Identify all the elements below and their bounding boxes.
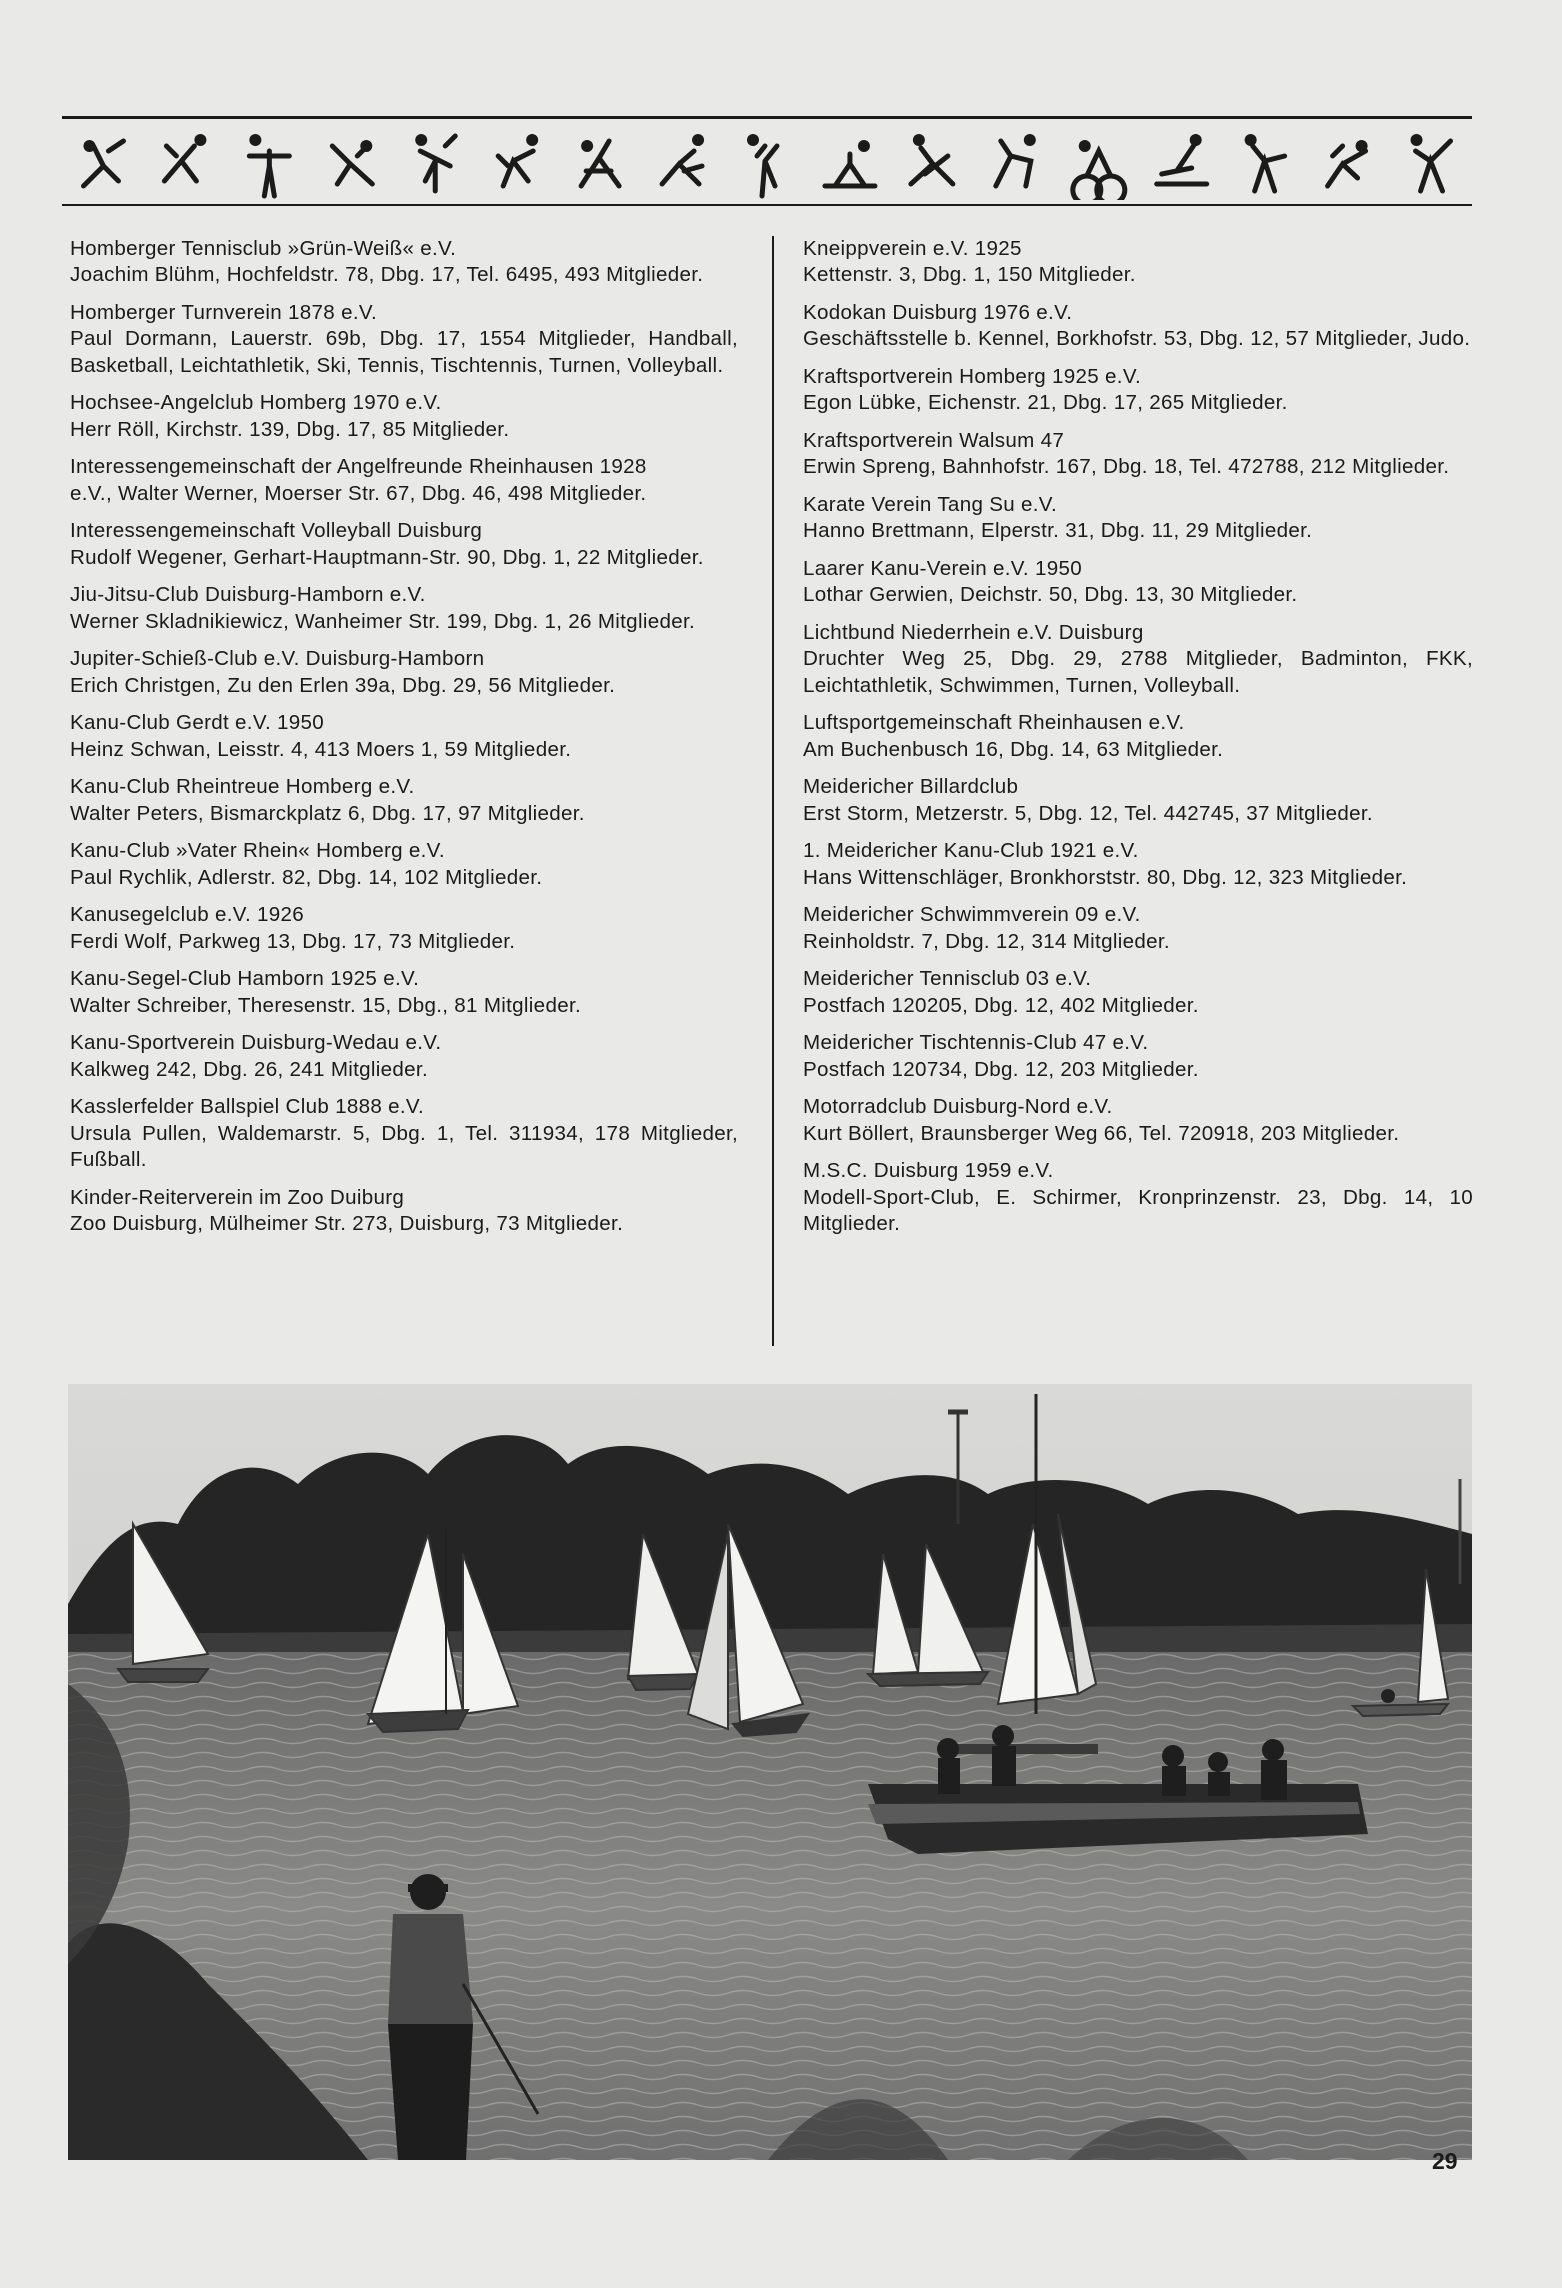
club-entry (70, 774, 738, 827)
club-name: Interessengemeinschaft der Angelfreunde Rheinhausen 1928 (70, 455, 647, 479)
club-entry (70, 582, 738, 635)
club-name: Meidericher Tischtennis-Club 47 e.V. (803, 1031, 1149, 1055)
club-details: Kurt Böllert, Braunsberger Weg 66, Tel. 720918, 203 Mitglieder. (803, 1121, 1400, 1145)
club-name: Meidericher Schwimmverein 09 e.V. (803, 903, 1141, 927)
club-entry (70, 236, 738, 289)
sport-pictogram-3-icon (249, 134, 289, 196)
club-entry (803, 556, 1473, 609)
club-entry (803, 838, 1473, 891)
sport-pictogram-12-icon (996, 134, 1036, 186)
club-entry (70, 1094, 738, 1173)
club-entry (70, 390, 738, 443)
club-name: Interessengemeinschaft Volleyball Duisburg (70, 519, 483, 543)
club-name: Kodokan Duisburg 1976 e.V. (803, 301, 1073, 324)
sailing-regatta-photo (68, 1384, 1472, 2160)
club-details: Joachim Blühm, Hochfeldstr. 78, Dbg. 17, Tel. 6495, 493 Mitglieder. (70, 263, 704, 287)
sailing-photo-illustration (68, 1384, 1472, 2160)
club-name: Kinder-Reiterverein im Zoo Duiburg (70, 1185, 405, 1209)
club-details: Erich Christgen, Zu den Erlen 39a, Dbg. 29, 56 Mitglieder. (70, 673, 616, 697)
page-number: 29 (1432, 2148, 1458, 2174)
club-details: Walter Peters, Bismarckplatz 6, Dbg. 17, 97 Mitglieder. (70, 801, 585, 825)
sport-pictogram-band (62, 122, 1472, 200)
club-name: Kasslerfelder Ballspiel Club 1888 e.V. (70, 1095, 425, 1119)
club-name: 1. Meidericher Kanu-Club 1921 e.V. (803, 839, 1139, 863)
club-details: Ferdi Wolf, Parkweg 13, Dbg. 17, 73 Mitglieder. (70, 929, 516, 953)
club-details: Hanno Brettmann, Elperstr. 31, Dbg. 11, 29 Mitglieder. (803, 519, 1313, 543)
club-name: Lichtbund Niederrhein e.V. Duisburg (803, 621, 1144, 644)
club-details: Reinholdstr. 7, Dbg. 12, 314 Mitglieder. (803, 929, 1170, 953)
sport-pictogram-2-icon (164, 134, 206, 181)
club-entry (803, 364, 1473, 417)
club-details: Modell-Sport-Club, E. Schirmer, Kronprinzenstr. 23, Dbg. 14, 10 Mitglieder. (803, 1185, 1473, 1236)
sport-pictogram-10-icon (825, 140, 875, 186)
club-details: Erst Storm, Metzerstr. 5, Dbg. 12, Tel. 442745, 37 Mitglieder. (803, 801, 1373, 825)
club-entry (803, 492, 1473, 545)
club-details: Erwin Spreng, Bahnhofstr. 167, Dbg. 18, Tel. 472788, 212 Mitglieder. (803, 455, 1450, 479)
club-name: Kraftsportverein Walsum 47 (803, 429, 1065, 452)
club-name: Jupiter-Schieß-Club e.V. Duisburg-Hamborn (70, 647, 485, 671)
club-details: Zoo Duisburg, Mülheimer Str. 273, Duisburg, 73 Mitglieder. (70, 1212, 624, 1236)
club-entry (803, 1158, 1473, 1237)
club-entry (70, 454, 738, 507)
club-entry (70, 646, 738, 699)
club-details: Herr Röll, Kirchstr. 139, Dbg. 17, 85 Mitglieder. (70, 417, 510, 441)
club-details: Lothar Gerwien, Deichstr. 50, Dbg. 13, 30 Mitglieder. (803, 583, 1298, 607)
club-name: Meidericher Billardclub (803, 775, 1019, 799)
club-name: Motorradclub Duisburg-Nord e.V. (803, 1095, 1113, 1119)
club-list-right-column (803, 236, 1473, 1249)
club-entry (70, 518, 738, 571)
club-name: Kanu-Club Rheintreue Homberg e.V. (70, 775, 415, 799)
club-name: Homberger Tennisclub »Grün-Weiß« e.V. (70, 237, 457, 260)
sport-pictogram-13-icon (1073, 140, 1125, 200)
sport-pictogram-5-icon (415, 134, 455, 191)
sport-pictogram-16-icon (1328, 140, 1368, 186)
club-entry (70, 710, 738, 763)
club-details: e.V., Walter Werner, Moerser Str. 67, Dbg. 46, 498 Mitglieder. (70, 481, 647, 505)
club-entry (803, 428, 1473, 481)
club-entry (803, 620, 1473, 699)
club-name: Karate Verein Tang Su e.V. (803, 493, 1057, 516)
club-name: Jiu-Jitsu-Club Duisburg-Hamborn e.V. (70, 583, 426, 607)
sport-pictogram-7-icon (581, 140, 619, 186)
club-entry (803, 774, 1473, 827)
club-details: Walter Schreiber, Theresenstr. 15, Dbg., 81 Mitglieder. (70, 993, 581, 1017)
sport-pictogram-4-icon (332, 140, 372, 184)
club-name: Laarer Kanu-Verein e.V. 1950 (803, 557, 1082, 580)
club-name: Kanu-Segel-Club Hamborn 1925 e.V. (70, 967, 420, 991)
club-entry (803, 966, 1473, 1019)
club-entry (70, 300, 738, 379)
club-entry (70, 838, 738, 891)
club-details: Kettenstr. 3, Dbg. 1, 150 Mitglieder. (803, 263, 1136, 287)
club-entry (803, 1094, 1473, 1147)
sport-pictogram-17-icon (1411, 134, 1451, 191)
club-entry (803, 710, 1473, 763)
column-divider (772, 236, 774, 1346)
club-details: Am Buchenbusch 16, Dbg. 14, 63 Mitglieder. (803, 737, 1224, 761)
club-details: Ursula Pullen, Waldemarstr. 5, Dbg. 1, Tel. 311934, 178 Mitglieder, Fußball. (70, 1121, 738, 1172)
header-rule-bottom (62, 204, 1472, 206)
club-details: Postfach 120734, Dbg. 12, 203 Mitglieder. (803, 1057, 1199, 1081)
club-name: Kneippverein e.V. 1925 (803, 237, 1022, 260)
club-entry (70, 902, 738, 955)
club-details: Heinz Schwan, Leisstr. 4, 413 Moers 1, 59 Mitglieder. (70, 737, 572, 761)
sport-pictogram-15-icon (1245, 134, 1285, 191)
sport-pictogram-11-icon (911, 134, 953, 184)
club-entry (803, 902, 1473, 955)
club-list-left-column (70, 236, 738, 1249)
club-details: Geschäftsstelle b. Kennel, Borkhofstr. 53, Dbg. 12, 57 Mitglieder, Judo. (803, 327, 1471, 351)
club-details: Rudolf Wegener, Gerhart-Hauptmann-Str. 90, Dbg. 1, 22 Mitglieder. (70, 545, 704, 569)
club-name: Meidericher Tennisclub 03 e.V. (803, 967, 1092, 991)
sport-pictogram-6-icon (498, 134, 538, 186)
club-details: Paul Dormann, Lauerstr. 69b, Dbg. 17, 1554 Mitglieder, Handball, Basketball, Leichtathletik, Ski, Tennis, Tischtennis, Turnen, Volleyball. (70, 327, 738, 377)
club-entry (803, 300, 1473, 353)
club-name: Kanusegelclub e.V. 1926 (70, 903, 305, 927)
club-name: Kanu-Club Gerdt e.V. 1950 (70, 711, 325, 735)
header-rule-top (62, 116, 1472, 119)
club-entry (803, 236, 1473, 289)
club-entry (70, 966, 738, 1019)
sport-pictogram-14-icon (1157, 134, 1207, 184)
club-details: Postfach 120205, Dbg. 12, 402 Mitglieder. (803, 993, 1199, 1017)
club-name: Kanu-Sportverein Duisburg-Wedau e.V. (70, 1031, 442, 1055)
club-details: Egon Lübke, Eichenstr. 21, Dbg. 17, 265 Mitglieder. (803, 391, 1288, 415)
sport-pictogram-8-icon (662, 134, 704, 184)
club-name: Homberger Turnverein 1878 e.V. (70, 301, 378, 324)
club-name: M.S.C. Duisburg 1959 e.V. (803, 1159, 1054, 1183)
club-entry (803, 1030, 1473, 1083)
club-details: Hans Wittenschläger, Bronkhorststr. 80, Dbg. 12, 323 Mitglieder. (803, 865, 1408, 889)
club-name: Kanu-Club »Vater Rhein« Homberg e.V. (70, 839, 445, 863)
club-entry (70, 1185, 738, 1238)
club-name: Luftsportgemeinschaft Rheinhausen e.V. (803, 711, 1185, 735)
club-details: Kalkweg 242, Dbg. 26, 241 Mitglieder. (70, 1057, 428, 1081)
club-details: Paul Rychlik, Adlerstr. 82, Dbg. 14, 102 Mitglieder. (70, 865, 543, 889)
club-details: Werner Skladnikiewicz, Wanheimer Str. 199, Dbg. 1, 26 Mitglieder. (70, 609, 695, 633)
club-name: Kraftsportverein Homberg 1925 e.V. (803, 365, 1141, 388)
sport-pictograms (62, 122, 1472, 200)
sport-pictogram-9-icon (747, 134, 777, 196)
club-details: Druchter Weg 25, Dbg. 29, 2788 Mitglieder, Badminton, FKK, Leichtathletik, Schwimmen, Turnen, Volleyball. (803, 647, 1473, 697)
club-name: Hochsee-Angelclub Homberg 1970 e.V. (70, 391, 442, 415)
sport-pictogram-1-icon (83, 140, 123, 186)
club-entry (70, 1030, 738, 1083)
